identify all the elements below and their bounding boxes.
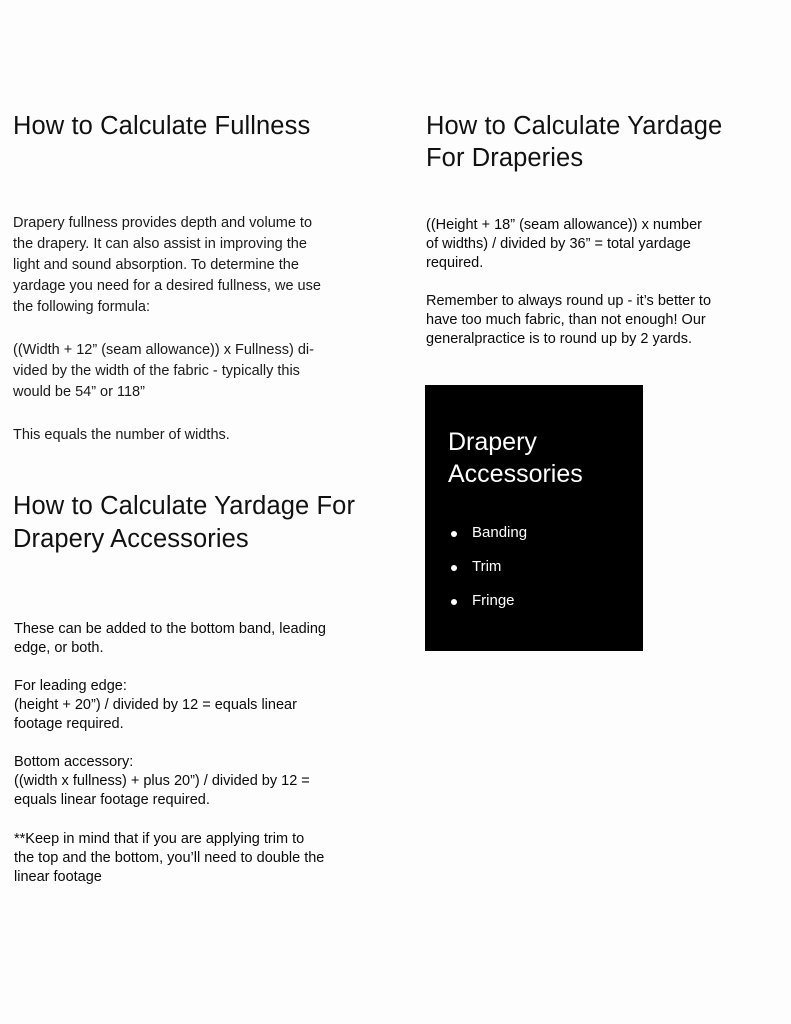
fullness-heading: How to Calculate Fullness xyxy=(13,112,311,140)
list-item xyxy=(448,584,527,618)
list-item xyxy=(448,550,527,584)
accessories-box-title xyxy=(448,426,583,490)
accessories-box-title-line1: Drapery xyxy=(448,428,537,456)
accessories-box-title-line2: Accessories xyxy=(448,460,583,488)
bullet-icon xyxy=(451,565,457,571)
draperies-heading-line1: How to Calculate Yardage xyxy=(426,112,723,140)
list-item-label: Fringe xyxy=(472,592,515,609)
fullness-formula: ((Width + 12” (seam allowance)) x Fullness) di- vided by the width of the fabric - typically this would be 54” or 118” xyxy=(13,342,314,400)
list-item-label: Banding xyxy=(472,524,528,541)
draperies-formula: ((Height + 18” (seam allowance)) x number of widths) / divided by 36” = total yardage required. xyxy=(426,217,703,272)
accessories-leading-edge: For leading edge: (height + 20”) / divided by 12 = equals linear footage required. xyxy=(14,678,297,733)
accessories-box xyxy=(425,385,643,651)
accessories-bottom: Bottom accessory: ((width x fullness) + plus 20”) / divided by 12 = equals linear footage required. xyxy=(14,754,310,809)
list-item xyxy=(448,516,527,550)
bullet-icon xyxy=(451,599,457,605)
accessories-intro: These can be added to the bottom band, leading edge, or both. xyxy=(14,621,326,657)
accessories-heading-line2: Drapery Accessories xyxy=(13,525,249,553)
bullet-icon xyxy=(451,531,457,537)
draperies-heading-line2: For Draperies xyxy=(426,144,584,172)
accessories-heading-line1: How to Calculate Yardage For xyxy=(13,492,356,520)
accessories-list xyxy=(448,516,527,618)
fullness-intro: Drapery fullness provides depth and volume to the drapery. It can also assist in improving the light and sound absorption. To determine the yardage you need for a desired fullness, we use the following formula: xyxy=(13,215,321,315)
accessories-note: **Keep in mind that if you are applying trim to the top and the bottom, you’ll need to double the linear footage xyxy=(14,831,325,886)
list-item-label: Trim xyxy=(472,558,502,575)
fullness-result: This equals the number of widths. xyxy=(13,427,230,443)
draperies-reminder: Remember to always round up - it’s better to have too much fabric, than not enough! Our generalpractice is to round up by 2 yards. xyxy=(426,293,712,348)
